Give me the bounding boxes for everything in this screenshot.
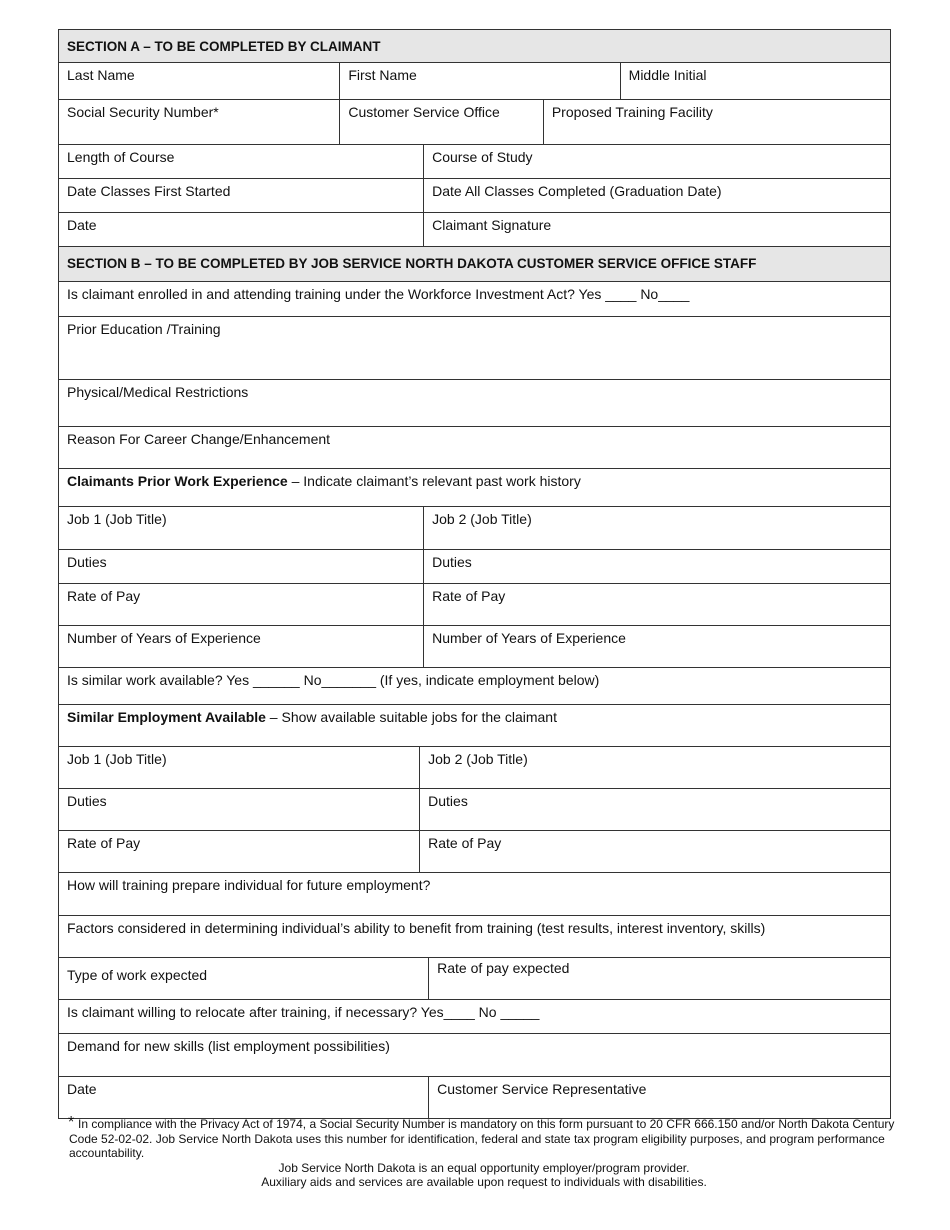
factors-row: [58, 916, 891, 958]
claimant-signature-field[interactable]: Claimant Signature: [423, 213, 890, 246]
similar-rate-row: [58, 831, 891, 873]
ssn-field[interactable]: Social Security Number*: [67, 104, 219, 120]
section-a-header-row: [58, 29, 891, 63]
similar-work-row: [58, 668, 891, 705]
factors-field[interactable]: Factors considered in determining individual’s ability to benefit from training (test results, interest inventory, skills): [67, 920, 766, 936]
eeo-statement: Job Service North Dakota is an equal opportunity employer/program provider.: [278, 1160, 690, 1175]
middle-initial-field[interactable]: Middle Initial: [620, 63, 890, 99]
wia-row: [58, 282, 891, 317]
similar-job1-title-field[interactable]: Job 1 (Job Title): [67, 751, 167, 767]
prior-work-heading-row: [58, 469, 891, 507]
auxiliary-aids-statement: Auxiliary aids and services are available upon request to individuals with disabilities.: [261, 1175, 707, 1189]
similar-employment-heading: [59, 705, 890, 746]
course-row: [58, 145, 891, 179]
footnote-asterisk: *: [68, 1114, 75, 1131]
similar-job1-rate-field[interactable]: Rate of Pay: [67, 835, 141, 851]
similar-employment-heading-bold: Similar Employment Available: [67, 709, 266, 725]
physical-restrictions-field[interactable]: Physical/Medical Restrictions: [67, 384, 249, 400]
proposed-training-facility-field[interactable]: Proposed Training Facility: [543, 100, 890, 144]
privacy-note: In compliance with the Privacy Act of 1974, a Social Security Number is mandatory on this form pursuant to 20 CFR 666.150 and/or North Dakota Century Code 52-02-02. Job Service North Dakota uses this number for identification, federal and state tax program eligibility purposes, and program performance accountability.: [69, 1117, 895, 1160]
class-dates-row: [58, 179, 891, 213]
signature-row: [58, 213, 891, 247]
prior-education-field[interactable]: Prior Education /Training: [67, 321, 221, 337]
prior-job-title-row: [58, 507, 891, 550]
prior-job1-years-field[interactable]: Number of Years of Experience: [67, 630, 261, 646]
prior-job2-years-field[interactable]: Number of Years of Experience: [423, 626, 890, 667]
prior-work-heading: [59, 469, 890, 506]
staff-date-field[interactable]: Date: [67, 1081, 97, 1097]
career-change-row: [58, 427, 891, 469]
csr-row: [58, 1077, 891, 1119]
work-expected-row: [58, 958, 891, 1000]
section-a-header: SECTION A – TO BE COMPLETED BY CLAIMANT: [59, 30, 890, 62]
training-prepare-field[interactable]: How will training prepare individual for future employment?: [67, 877, 431, 893]
similar-duties-row: [58, 789, 891, 831]
rate-expected-field[interactable]: Rate of pay expected: [428, 958, 890, 999]
prior-duties-row: [58, 550, 891, 584]
similar-job1-duties-field[interactable]: Duties: [67, 793, 107, 809]
prior-years-row: [58, 626, 891, 668]
length-of-course-field[interactable]: Length of Course: [67, 149, 175, 165]
similar-work-question[interactable]: Is similar work available? Yes ______ No_______ (If yes, indicate employment below): [67, 672, 600, 688]
similar-job2-title-field[interactable]: Job 2 (Job Title): [419, 747, 890, 788]
prior-job1-rate-field[interactable]: Rate of Pay: [67, 588, 141, 604]
type-of-work-field[interactable]: Type of work expected: [67, 967, 208, 983]
first-name-field[interactable]: First Name: [339, 63, 619, 99]
prior-education-row: [58, 317, 891, 380]
reason-career-change-field[interactable]: Reason For Career Change/Enhancement: [67, 431, 331, 447]
name-row: [58, 63, 891, 100]
prior-job1-title-field[interactable]: Job 1 (Job Title): [67, 511, 167, 527]
similar-employment-heading-row: [58, 705, 891, 747]
csr-field[interactable]: Customer Service Representative: [428, 1077, 890, 1118]
similar-job2-duties-field[interactable]: Duties: [419, 789, 890, 830]
relocate-row: [58, 1000, 891, 1034]
prior-job2-title-field[interactable]: Job 2 (Job Title): [423, 507, 890, 549]
similar-employment-heading-text: – Show available suitable jobs for the claimant: [265, 709, 557, 725]
prior-work-heading-bold: Claimants Prior Work Experience: [67, 473, 288, 489]
prior-job2-rate-field[interactable]: Rate of Pay: [423, 584, 890, 625]
date-classes-started-field[interactable]: Date Classes First Started: [67, 183, 231, 199]
similar-job2-rate-field[interactable]: Rate of Pay: [419, 831, 890, 872]
relocate-question[interactable]: Is claimant willing to relocate after training, if necessary? Yes____ No _____: [67, 1004, 540, 1020]
section-b-header-row: [58, 247, 891, 282]
demand-skills-field[interactable]: Demand for new skills (list employment possibilities): [67, 1038, 390, 1054]
similar-job-title-row: [58, 747, 891, 789]
claimant-training-form: [58, 29, 891, 1119]
wia-question[interactable]: Is claimant enrolled in and attending training under the Workforce Investment Act? Yes ____ No____: [67, 286, 690, 302]
section-b-header: SECTION B – TO BE COMPLETED BY JOB SERVICE NORTH DAKOTA CUSTOMER SERVICE OFFICE STAFF: [59, 247, 890, 281]
customer-service-office-field[interactable]: Customer Service Office: [339, 100, 543, 144]
prior-job1-duties-field[interactable]: Duties: [67, 554, 107, 570]
prior-job2-duties-field[interactable]: Duties: [423, 550, 890, 583]
last-name-field[interactable]: Last Name: [67, 67, 135, 83]
prior-work-heading-text: – Indicate claimant’s relevant past work history: [287, 473, 581, 489]
demand-skills-row: [58, 1034, 891, 1077]
footer: [68, 1114, 899, 1190]
date-classes-completed-field[interactable]: Date All Classes Completed (Graduation Date): [423, 179, 890, 212]
date-field[interactable]: Date: [67, 217, 97, 233]
physical-restrictions-row: [58, 380, 891, 427]
ssn-row: [58, 100, 891, 145]
training-prepare-row: [58, 873, 891, 916]
course-of-study-field[interactable]: Course of Study: [423, 145, 890, 178]
prior-rate-row: [58, 584, 891, 626]
